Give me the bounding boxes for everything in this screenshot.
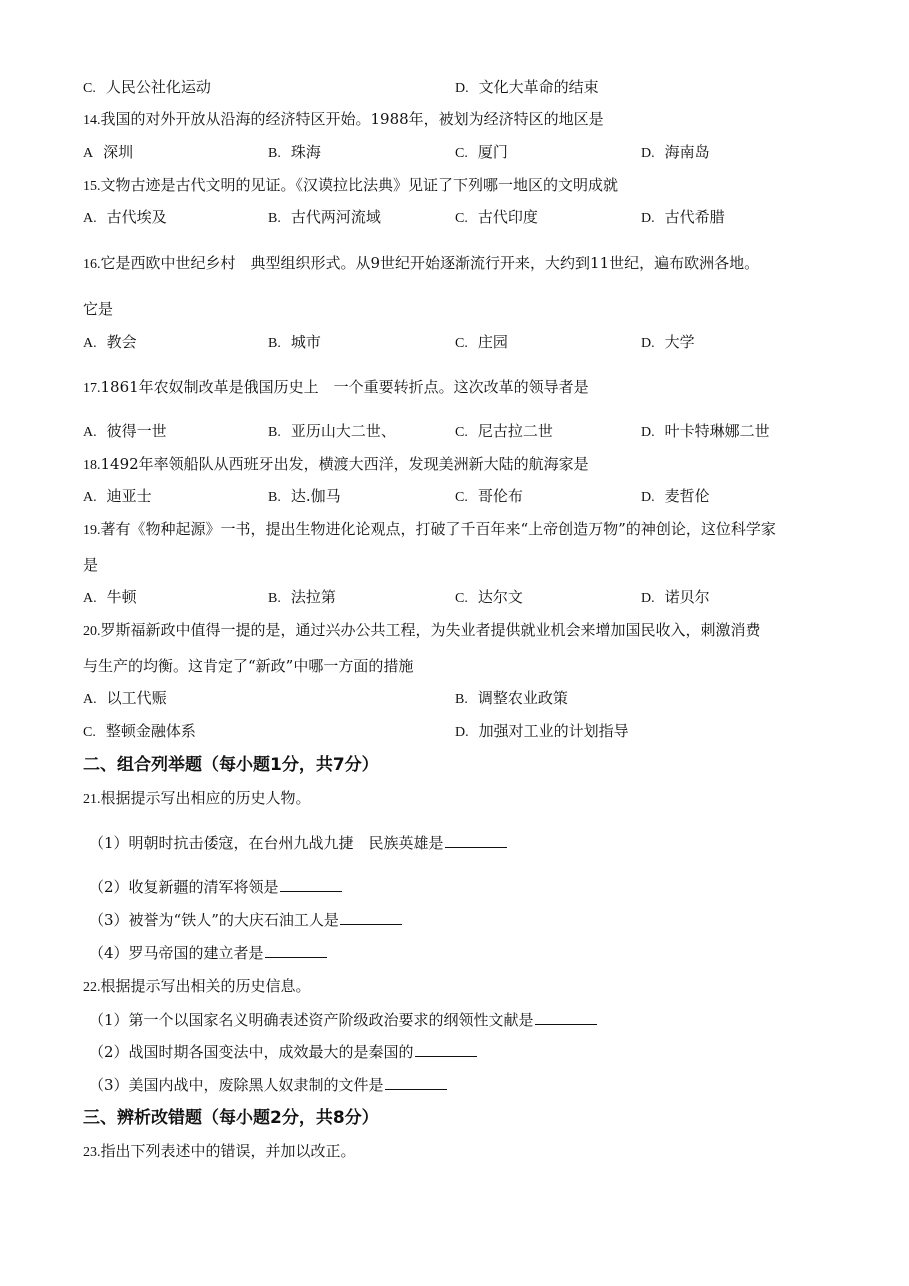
question-text: 指出下列表述中的错误，并加以改正。 — [100, 1142, 356, 1160]
option-letter: A. — [83, 211, 97, 226]
answer-blank[interactable] — [445, 833, 507, 848]
question-text: 与生产的均衡。这肯定了“新政”中哪一方面的措施 — [83, 657, 414, 675]
option-letter: B. — [268, 146, 281, 161]
q14-option-b — [268, 142, 321, 164]
option-text: 古代两河流域 — [290, 208, 381, 226]
option-text: 深圳 — [103, 143, 134, 161]
option-text: 彼得一世 — [106, 422, 167, 440]
option-letter: D. — [641, 425, 655, 440]
q16-option-a — [83, 332, 137, 354]
option-letter: D. — [641, 591, 655, 606]
option-text: 庄园 — [477, 333, 508, 351]
q16-option-c — [455, 332, 508, 354]
q20-option-a — [83, 688, 167, 710]
option-letter: C. — [455, 211, 468, 226]
question-text: 1861年农奴制改革是俄国历史上 一个重要转折点。这次改革的领导者是 — [100, 378, 589, 396]
option-text: 麦哲伦 — [664, 487, 710, 505]
option-text: 法拉第 — [290, 588, 336, 606]
q22-stem — [83, 976, 311, 998]
item-text: （1）明朝时抗击倭寇，在台州九战九捷 民族英雄是 — [89, 834, 444, 852]
option-letter: B. — [268, 591, 281, 606]
section-heading-2: 二、组合列举题（每小题1分，共7分） — [83, 755, 379, 775]
q15-stem — [83, 175, 618, 197]
option-text: 古代印度 — [477, 208, 538, 226]
option-text: 尼古拉二世 — [477, 422, 553, 440]
q13-option-c — [83, 77, 211, 99]
q14-option-d — [641, 142, 710, 164]
option-text: 加强对工业的计划指导 — [478, 722, 629, 740]
option-text: 整顿金融体系 — [105, 722, 196, 740]
option-letter: C. — [83, 725, 96, 740]
option-text: 哥伦布 — [477, 487, 523, 505]
option-letter: D. — [641, 146, 655, 161]
option-letter: C. — [455, 425, 468, 440]
question-number: 21. — [83, 792, 101, 807]
question-number: 19. — [83, 523, 101, 538]
q17-option-b — [268, 421, 396, 443]
question-text: 是 — [83, 556, 99, 574]
option-letter: D. — [641, 336, 655, 351]
q16-stem — [83, 253, 759, 275]
q19-option-c — [455, 587, 523, 609]
q21-item-3 — [89, 910, 402, 930]
option-text: 大学 — [664, 333, 695, 351]
q15-option-a — [83, 207, 167, 229]
q20-option-d — [455, 721, 629, 743]
q18-option-a — [83, 486, 152, 508]
option-letter: B. — [268, 490, 281, 505]
option-letter: D. — [641, 211, 655, 226]
q19-option-b — [268, 587, 336, 609]
question-number: 16. — [83, 257, 101, 272]
q22-item-1 — [89, 1010, 597, 1030]
option-letter: A. — [83, 336, 97, 351]
question-text: 罗斯福新政中值得一提的是，通过兴办公共工程，为失业者提供就业机会来增加国民收入，刺激消费 — [100, 621, 761, 639]
q17-option-a — [83, 421, 167, 443]
question-text: 我国的对外开放从沿海的经济特区开始。1988年，被划为经济特区的地区是 — [100, 110, 604, 128]
option-letter: A — [83, 146, 94, 161]
option-text: 文化大革命的结束 — [478, 78, 599, 96]
item-text: （2）战国时期各国变法中，成效最大的是秦国的 — [89, 1043, 414, 1061]
option-text: 叶卡特琳娜二世 — [664, 422, 770, 440]
question-number: 17. — [83, 381, 101, 396]
option-text: 达.伽马 — [290, 487, 341, 505]
option-letter: C. — [455, 591, 468, 606]
option-text: 教会 — [106, 333, 137, 351]
option-text: 海南岛 — [664, 143, 710, 161]
q14-option-c — [455, 142, 508, 164]
option-letter: C. — [83, 81, 96, 96]
q21-item-4 — [89, 943, 327, 963]
q21-stem — [83, 788, 311, 810]
option-text: 古代埃及 — [106, 208, 167, 226]
q19-stem — [83, 519, 776, 541]
q20-option-c — [83, 721, 196, 743]
q18-option-c — [455, 486, 523, 508]
q16-stem-cont — [83, 299, 113, 319]
item-text: （2）收复新疆的清军将领是 — [89, 878, 279, 896]
option-text: 达尔文 — [477, 588, 523, 606]
question-text: 根据提示写出相关的历史信息。 — [100, 977, 311, 995]
question-number: 14. — [83, 113, 101, 128]
q23-stem — [83, 1141, 356, 1163]
q17-option-c — [455, 421, 553, 443]
q20-stem-cont — [83, 656, 413, 676]
option-letter: A. — [83, 490, 97, 505]
q21-item-2 — [89, 877, 342, 897]
q15-option-c — [455, 207, 538, 229]
option-text: 迪亚士 — [106, 487, 152, 505]
option-text: 厦门 — [477, 143, 508, 161]
question-number: 15. — [83, 179, 101, 194]
item-text: （1）第一个以国家名义明确表述资产阶级政治要求的纲领性文献是 — [89, 1011, 534, 1029]
option-letter: A. — [83, 425, 97, 440]
answer-blank[interactable] — [415, 1042, 477, 1057]
option-text: 珠海 — [290, 143, 321, 161]
q13-option-d — [455, 77, 599, 99]
q18-stem — [83, 454, 589, 476]
item-text: （4）罗马帝国的建立者是 — [89, 944, 264, 962]
q22-item-2 — [89, 1042, 477, 1062]
q19-stem-cont — [83, 555, 98, 575]
option-letter: C. — [455, 336, 468, 351]
option-letter: A. — [83, 591, 97, 606]
question-number: 20. — [83, 624, 101, 639]
question-number: 22. — [83, 980, 101, 995]
option-letter: B. — [455, 692, 468, 707]
answer-blank[interactable] — [385, 1075, 447, 1090]
q19-option-d — [641, 587, 710, 609]
option-letter: D. — [455, 725, 469, 740]
option-letter: C. — [455, 146, 468, 161]
question-text: 著有《物种起源》一书，提出生物进化论观点，打破了千百年来“上帝创造万物”的神创论，这位科学家 — [100, 520, 776, 538]
option-text: 城市 — [290, 333, 321, 351]
option-letter: A. — [83, 692, 97, 707]
question-number: 18. — [83, 458, 101, 473]
option-text: 诺贝尔 — [664, 588, 710, 606]
q18-option-b — [268, 486, 341, 508]
option-letter: B. — [268, 425, 281, 440]
q15-option-b — [268, 207, 381, 229]
q16-option-b — [268, 332, 321, 354]
question-text: 1492年率领船队从西班牙出发，横渡大西洋，发现美洲新大陆的航海家是 — [100, 455, 589, 473]
answer-blank[interactable] — [535, 1010, 597, 1025]
question-number: 23. — [83, 1145, 101, 1160]
answer-blank[interactable] — [340, 910, 402, 925]
item-text: （3）被誉为“铁人”的大庆石油工人是 — [89, 911, 339, 929]
option-text: 牛顿 — [106, 588, 137, 606]
option-text: 人民公社化运动 — [105, 78, 211, 96]
question-text: 根据提示写出相应的历史人物。 — [100, 789, 311, 807]
q22-item-3 — [89, 1075, 447, 1095]
option-text: 以工代赈 — [106, 689, 167, 707]
q20-stem — [83, 620, 761, 642]
q16-option-d — [641, 332, 695, 354]
q17-option-d — [641, 421, 770, 443]
section-heading-3: 三、辨析改错题（每小题2分，共8分） — [83, 1108, 379, 1128]
option-letter: D. — [641, 490, 655, 505]
q15-option-d — [641, 207, 725, 229]
answer-blank[interactable] — [265, 943, 327, 958]
option-letter: B. — [268, 336, 281, 351]
question-text: 文物古迹是古代文明的见证。《汉谟拉比法典》见证了下列哪一地区的文明成就 — [100, 176, 619, 194]
q20-option-b — [455, 688, 568, 710]
q17-stem — [83, 377, 589, 399]
q14-option-a — [83, 142, 133, 164]
q14-stem — [83, 109, 604, 131]
option-text: 亚历山大二世、 — [290, 422, 396, 440]
item-text: （3）美国内战中，废除黑人奴隶制的文件是 — [89, 1076, 384, 1094]
option-letter: B. — [268, 211, 281, 226]
q21-item-1 — [89, 833, 507, 853]
answer-blank[interactable] — [280, 877, 342, 892]
option-letter: C. — [455, 490, 468, 505]
q19-option-a — [83, 587, 137, 609]
question-text: 它是 — [83, 300, 114, 318]
option-text: 调整农业政策 — [477, 689, 568, 707]
option-text: 古代希腊 — [664, 208, 725, 226]
question-text: 它是西欧中世纪乡村 典型组织形式。从9世纪开始逐渐流行开来，大约到11世纪，遍布欧洲各地。 — [100, 254, 760, 272]
option-letter: D. — [455, 81, 469, 96]
q18-option-d — [641, 486, 710, 508]
